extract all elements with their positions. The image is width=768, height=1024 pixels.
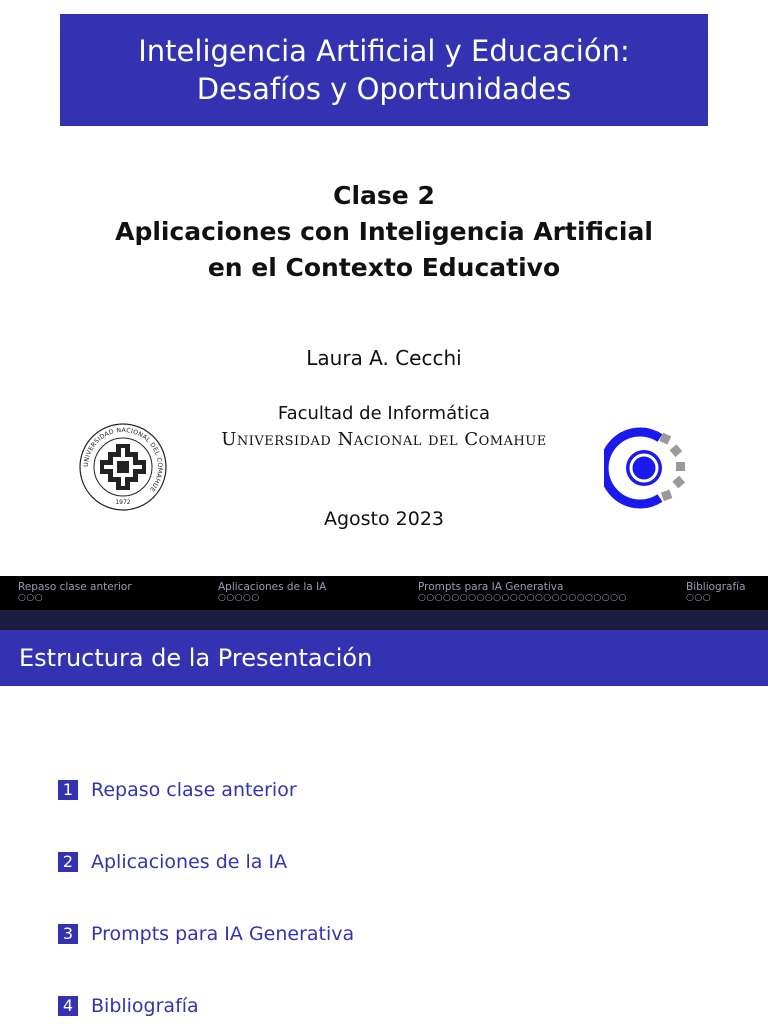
toc-label: Prompts para IA Generativa	[91, 923, 355, 945]
toc-number: 2	[58, 852, 78, 872]
nav-section-aplicaciones[interactable]	[218, 581, 326, 603]
section-navbar	[0, 576, 768, 610]
nav-section-label: Prompts para IA Generativa	[418, 581, 564, 593]
toc-item-4[interactable]	[58, 995, 199, 1017]
subtitle-line-3: en el Contexto Educativo	[207, 253, 561, 282]
outline-slide	[0, 576, 768, 1024]
seal-text: UNIVERSIDAD NACIONAL DEL COMAHUE	[82, 426, 164, 493]
nav-dots[interactable]: ○○○	[686, 593, 712, 603]
toc-number: 4	[58, 996, 78, 1016]
university-name: Universidad Nacional del Comahue	[221, 429, 547, 450]
toc-item-2[interactable]	[58, 851, 287, 873]
nav-section-bibliografia[interactable]	[686, 581, 746, 603]
toc-number: 1	[58, 780, 78, 800]
faculty-name: Facultad de Informática	[277, 403, 491, 424]
toc-label: Bibliografía	[91, 995, 199, 1017]
toc-number: 3	[58, 924, 78, 944]
subtitle	[0, 178, 768, 286]
nav-dots[interactable]: ○○○○○○○○○○○○○○○○○○○○○○○○○	[418, 593, 627, 603]
nav-section-prompts[interactable]	[418, 581, 627, 603]
subtitle-line-2: Aplicaciones con Inteligencia Artificial	[115, 217, 653, 246]
university-seal-icon	[78, 422, 168, 512]
frame-title: Estructura de la Presentación	[19, 644, 373, 672]
toc-item-3[interactable]	[58, 923, 354, 945]
seal-year: 1972	[115, 499, 131, 506]
nav-section-label: Bibliografía	[686, 581, 746, 593]
toc-item-1[interactable]	[58, 779, 297, 801]
toc-label: Aplicaciones de la IA	[91, 851, 288, 873]
nav-section-label: Repaso clase anterior	[18, 581, 132, 593]
subsection-strip	[0, 610, 768, 630]
title-banner	[60, 14, 708, 126]
title-line-1: Inteligencia Artificial y Educación:	[138, 34, 630, 68]
subtitle-line-1: Clase 2	[333, 181, 435, 210]
nav-dots[interactable]: ○○○	[18, 593, 44, 603]
frame-title-bar	[0, 630, 768, 686]
toc-label: Repaso clase anterior	[91, 779, 297, 801]
presentation-date: Agosto 2023	[323, 508, 445, 530]
faculty-logo-icon	[604, 426, 688, 510]
author-name: Laura A. Cecchi	[306, 346, 462, 370]
nav-dots[interactable]: ○○○○○	[218, 593, 260, 603]
nav-section-repaso[interactable]	[18, 581, 132, 603]
title-line-2: Desafíos y Oportunidades	[196, 72, 572, 106]
nav-section-label: Aplicaciones de la IA	[218, 581, 327, 593]
